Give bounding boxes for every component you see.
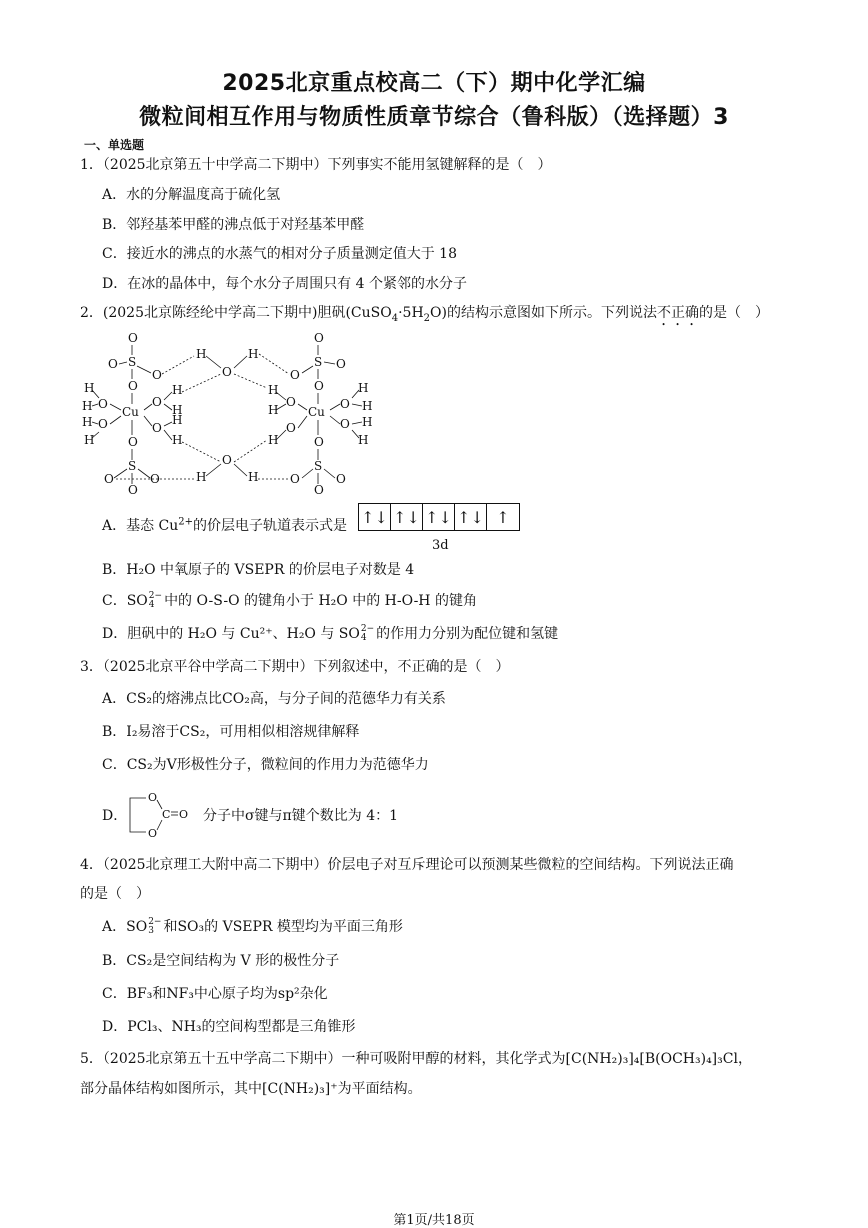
svg-text:H: H (268, 383, 279, 397)
svg-text:O: O (128, 379, 138, 393)
svg-text:O: O (314, 331, 324, 345)
svg-text:O: O (336, 472, 346, 486)
question-3-option-b: B．I₂易溶于CS₂，可用相似相溶规律解释 (102, 724, 360, 740)
svg-text:O: O (128, 483, 138, 497)
question-3-option-a: A．CS₂的熔沸点比CO₂高，与分子间的范德华力有关系 (102, 691, 446, 707)
svg-text:S: S (314, 355, 323, 369)
svg-text:Cu: Cu (122, 405, 139, 419)
question-1-option-c: C．接近水的沸点的水蒸气的相对分子质量测定值大于 18 (102, 246, 457, 262)
svg-text:O: O (179, 808, 189, 821)
svg-text:O: O (128, 331, 138, 345)
svg-text:Cu: Cu (308, 405, 325, 419)
question-4-stem-line2: 的是（ ） (80, 886, 150, 902)
svg-text:O: O (222, 453, 232, 467)
svg-text:O: O (152, 368, 162, 382)
orbital-box-4: ↑↓ (455, 504, 487, 530)
svg-text:H: H (172, 433, 183, 447)
question-2-stem: 2．(2025北京陈经纶中学高二下期中)胆矾$(CuSO_4\cdot 5H_2O)$的结构示意图如下所示。下列说法不正确的是（ ） (80, 305, 769, 324)
question-1-option-d: D．在冰的晶体中，每个水分子周围只有 4 个紧邻的水分子 (102, 276, 468, 292)
svg-text:O: O (98, 397, 108, 411)
svg-text:H: H (268, 403, 279, 417)
question-4-option-c: C．BF₃和NF₃中心原子均为sp²杂化 (102, 986, 328, 1002)
ethylene-carbonate-structure (124, 790, 204, 840)
svg-text:O: O (152, 421, 162, 435)
svg-text:O: O (314, 379, 324, 393)
question-4-option-d: D．PCl₃、NH₃的空间构型都是三角锥形 (102, 1019, 356, 1035)
question-1-option-b: B．邻羟基苯甲醛的沸点低于对羟基苯甲醛 (102, 217, 365, 233)
svg-text:O: O (148, 791, 158, 804)
question-3-option-d-label: D． (102, 808, 128, 824)
section-heading: 一、单选题 (84, 138, 145, 152)
document-title-line2: 微粒间相互作用与物质性质章节综合（鲁科版）（选择题）3 (139, 105, 729, 130)
svg-text:O: O (222, 365, 232, 379)
svg-text:H: H (196, 470, 207, 484)
page-footer: 第1页/共18页 (393, 1213, 475, 1228)
svg-text:H: H (248, 470, 259, 484)
svg-text:O: O (104, 472, 114, 486)
svg-text:O: O (128, 435, 138, 449)
document-title-line1: 2025北京重点校高二（下）期中化学汇编 (222, 71, 646, 96)
svg-text:H: H (248, 347, 259, 361)
question-3-option-c: C．CS₂为V形极性分子，微粒间的作用力为范德华力 (102, 757, 429, 773)
svg-text:H: H (358, 381, 369, 395)
svg-text:O: O (152, 395, 162, 409)
svg-text:O: O (336, 357, 346, 371)
question-4-option-b: B．CS₂是空间结构为 V 形的极性分子 (102, 953, 340, 969)
question-4-stem-line1: 4．（2025北京理工大附中高二下期中）价层电子对互斥理论可以预测某些微粒的空间结构。下列说法正确 (80, 857, 734, 873)
svg-text:O: O (98, 417, 108, 431)
question-5-stem-line2: 部分晶体结构如图所示，其中[C(NH₂)₃]⁺为平面结构。 (80, 1081, 422, 1097)
svg-text:H: H (172, 413, 183, 427)
orbital-label: 3d (432, 538, 449, 553)
cuso4-structure-diagram (74, 328, 384, 498)
svg-text:O: O (340, 397, 350, 411)
svg-text:C: C (162, 808, 171, 821)
svg-text:S: S (128, 459, 137, 473)
svg-text:H: H (268, 433, 279, 447)
svg-text:O: O (286, 421, 296, 435)
svg-text:O: O (314, 483, 324, 497)
question-2-option-c: C．SO 2− 4 中的 O-S-O 的键角小于 H₂O 中的 H-O-H 的键角 (102, 591, 477, 610)
orbital-diagram (358, 503, 520, 531)
svg-text:O: O (148, 827, 158, 840)
question-2-option-d: D．胆矾中的 H₂O 与 Cu²⁺、H₂O 与 SO 2− 4 的作用力分别为配位键和氢键 (102, 624, 559, 643)
svg-text:S: S (314, 459, 323, 473)
question-1-stem: 1．（2025北京第五十中学高二下期中）下列事实不能用氢键解释的是（ ） (80, 157, 552, 173)
svg-text:H: H (362, 399, 373, 413)
svg-text:H: H (172, 383, 183, 397)
svg-text:H: H (196, 347, 207, 361)
svg-text:O: O (108, 357, 118, 371)
question-2-option-a: A．基态 $Cu^{2+}$的价层电子轨道表示式是 (102, 516, 348, 534)
orbital-box-1: ↑↓ (359, 504, 391, 530)
orbital-box-5: ↑ (496, 507, 510, 527)
svg-text:O: O (340, 417, 350, 431)
svg-text:O: O (314, 435, 324, 449)
svg-text:H: H (358, 433, 369, 447)
orbital-box-2: ↑↓ (391, 504, 423, 530)
svg-text:H: H (172, 403, 183, 417)
svg-text:O: O (150, 472, 160, 486)
svg-text:H: H (84, 433, 95, 447)
svg-text:S: S (128, 355, 137, 369)
svg-text:O: O (286, 395, 296, 409)
question-2-option-b: B．H₂O 中氧原子的 VSEPR 的价层电子对数是 4 (102, 562, 415, 578)
question-3-option-d-text: 分子中σ键与π键个数比为 4：1 (203, 808, 399, 824)
svg-text:H: H (82, 415, 93, 429)
emphasized-text: 不正确 (657, 305, 699, 321)
svg-text:O: O (290, 472, 300, 486)
question-3-stem: 3．（2025北京平谷中学高二下期中）下列叙述中，不正确的是（ ） (80, 659, 510, 675)
question-5-stem-line1: 5．（2025北京第五十五中学高二下期中）一种可吸附甲醇的材料，其化学式为[C(NH₂)₃]₄[B(OCH₃)₄]₃Cl， (80, 1051, 752, 1067)
question-4-option-a: A．SO 2− 3 和SO₃的 VSEPR 模型均为平面三角形 (102, 917, 403, 936)
svg-text:H: H (82, 399, 93, 413)
svg-text:H: H (362, 415, 373, 429)
question-1-option-a: A．水的分解温度高于硫化氢 (102, 187, 281, 203)
orbital-box-3: ↑↓ (423, 504, 455, 530)
svg-text:O: O (290, 368, 300, 382)
svg-text:H: H (84, 381, 95, 395)
